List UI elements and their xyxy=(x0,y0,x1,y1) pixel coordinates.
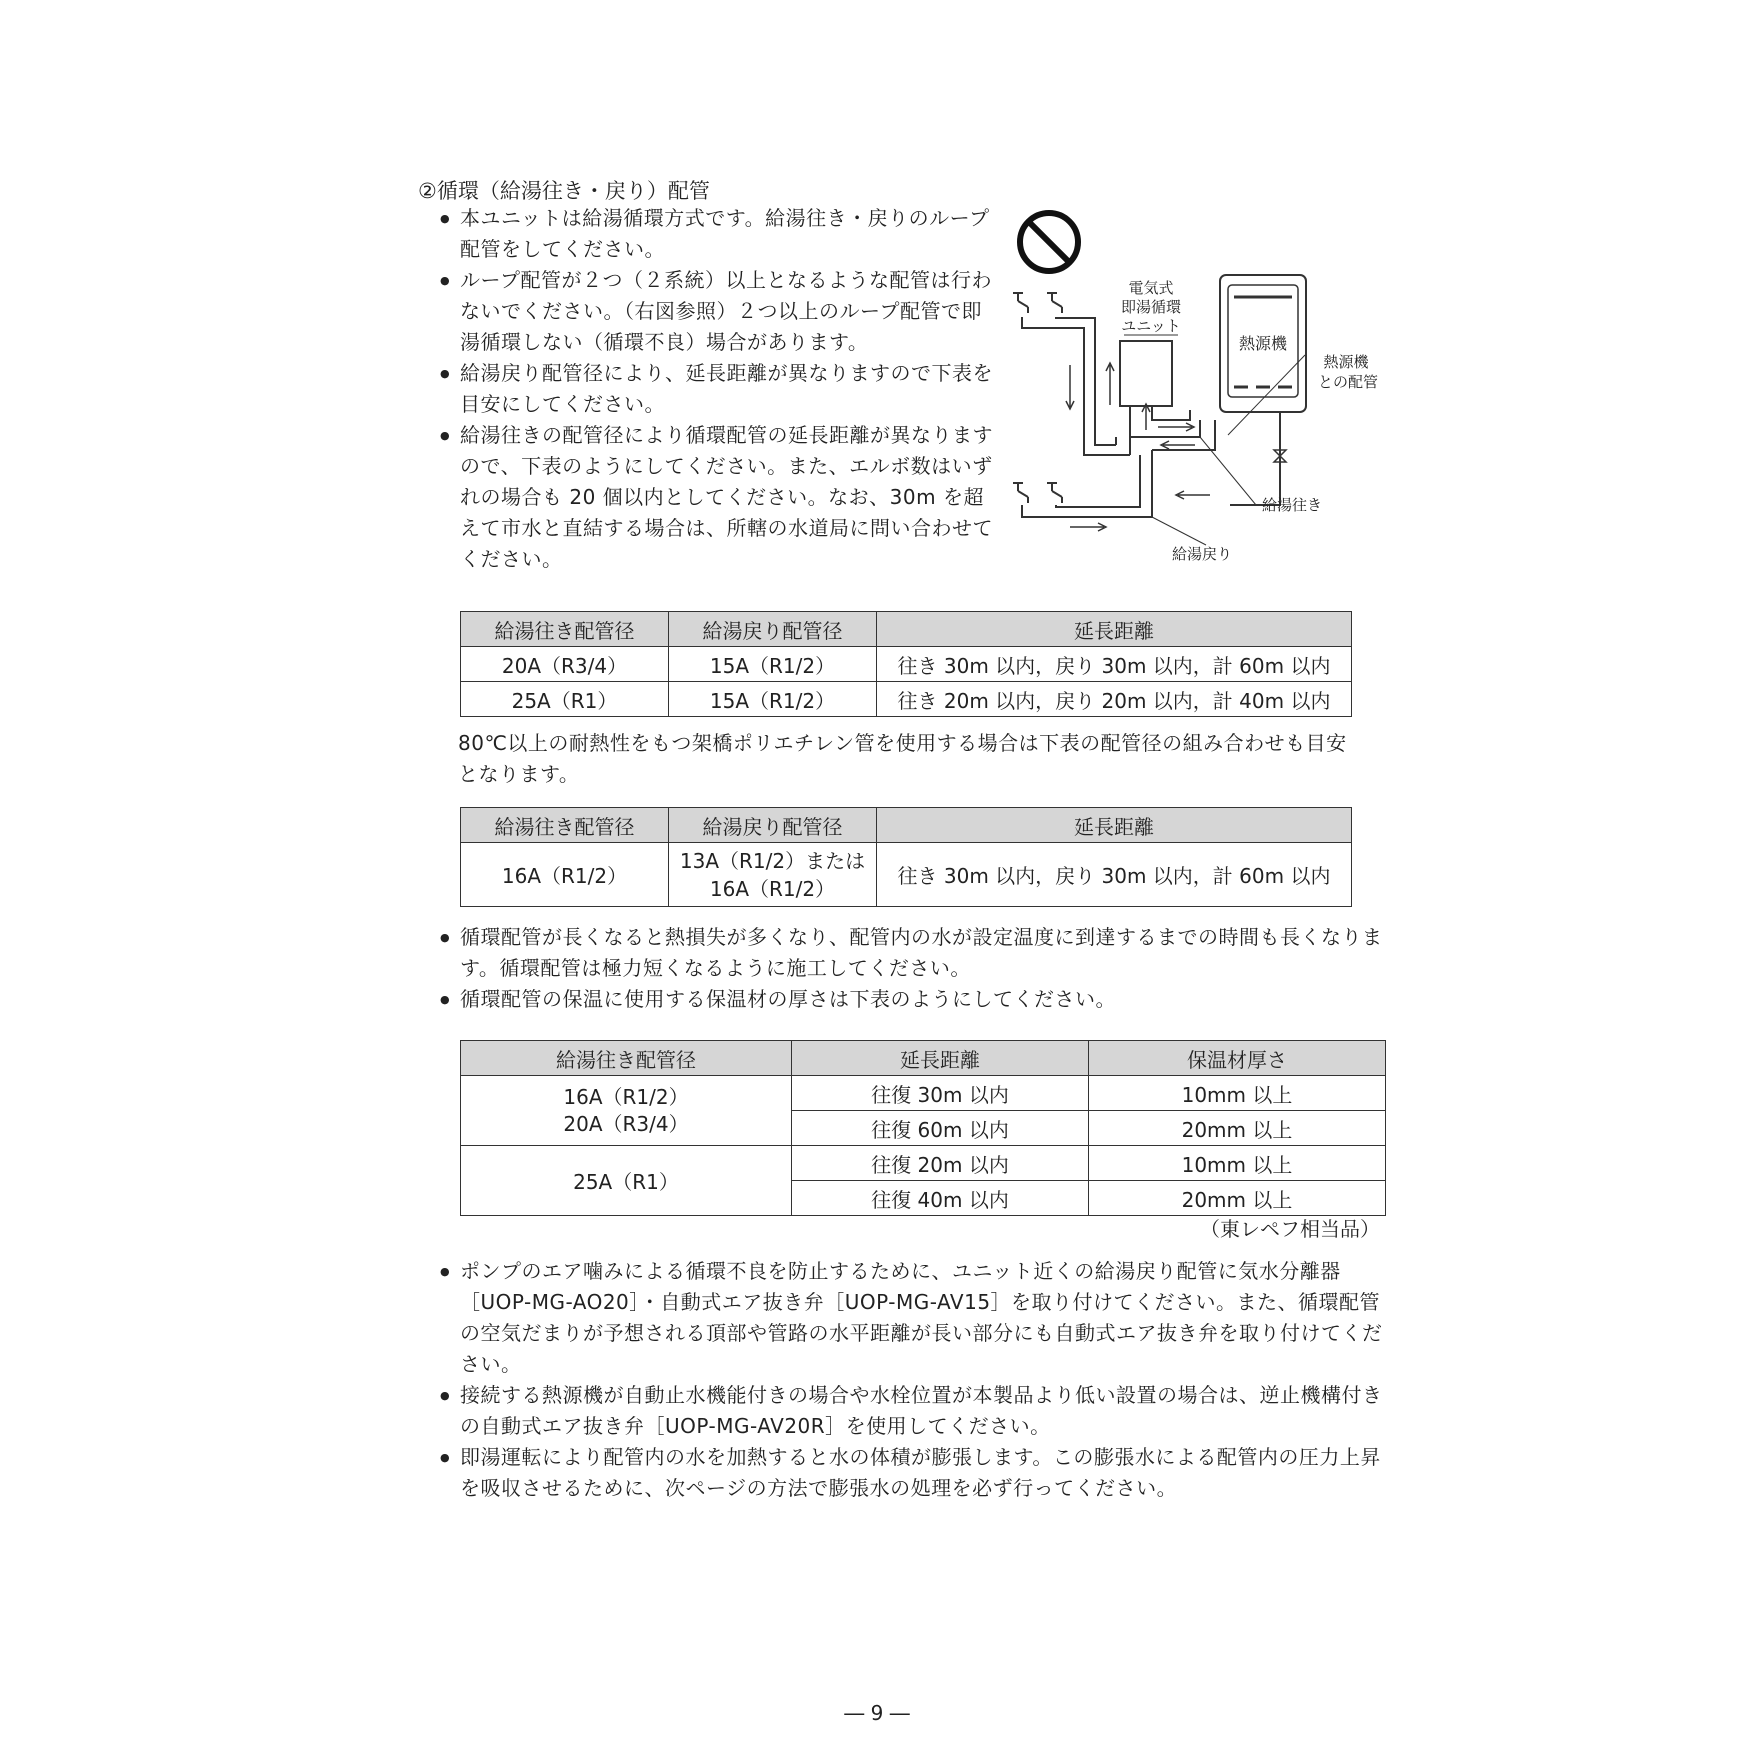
top-bullet-list xyxy=(440,203,1000,575)
table-cell: 20A（R3/4） xyxy=(461,647,669,682)
pipe-size-line: 16A（R1/2） xyxy=(563,1084,689,1109)
unit-label: ユニット xyxy=(1121,317,1181,335)
heater-label: 熱源機 xyxy=(1238,334,1288,353)
bullet-item: ● ループ配管が２つ（２系統）以上となるような配管は行わないでください。（右図参照）２つ以上のループ配管で即湯循環しない（循環不良）場合があります。 xyxy=(440,265,1000,358)
table-cell: 16A（R1/2） xyxy=(461,843,669,907)
table-cell: 往き 30m 以内，戻り 30m 以内，計 60m 以内 xyxy=(877,843,1352,907)
table-cell: 20mm 以上 xyxy=(1089,1111,1386,1146)
table-header: 給湯往き配管径 xyxy=(461,808,669,843)
return-label: 給湯戻り xyxy=(1172,545,1233,563)
bullet-item: ● 循環配管の保温に使用する保温材の厚さは下表のようにしてください。 xyxy=(440,984,1395,1015)
table-cell: 往き 20m 以内，戻り 20m 以内，計 40m 以内 xyxy=(877,682,1352,717)
bullet-item: ● ポンプのエア噛みによる循環不良を防止するために、ユニット近くの給湯戻り配管に気水分離器［UOP-MG-AO20］・自動式エア抜き弁［UOP-MG-AV15］を取り付けてください。また、循環配管の空気だまりが予想される頂部や管路の水平距離が長い部分にも自動式エア抜き弁を取り付けてください。 xyxy=(440,1256,1395,1380)
table-row xyxy=(461,1146,1386,1181)
bullet-item: ● 給湯往きの配管径により循環配管の延長距離が異なりますので、下表のようにしてください。また、エルボ数はいずれの場合も 20 個以内としてください。なお、30m を超えて市水と直結する場合は、所轄の水道局に問い合わせてください。 xyxy=(440,420,1000,575)
insulation-table xyxy=(460,1040,1386,1216)
mid-bullet-list xyxy=(440,922,1395,1015)
section-heading: ②循環（給湯往き・戻り）配管 xyxy=(418,179,710,203)
table-cell: 10mm 以上 xyxy=(1089,1076,1386,1111)
table-cell: 15A（R1/2） xyxy=(669,682,877,717)
pex-pipe-table xyxy=(460,807,1352,907)
table-header: 給湯戻り配管径 xyxy=(669,612,877,647)
table-cell: 往復 40m 以内 xyxy=(792,1181,1089,1216)
bullet-item: ● 本ユニットは給湯循環方式です。給湯往き・戻りのループ配管をしてください。 xyxy=(440,203,1000,265)
pex-note: 80℃以上の耐熱性をもつ架橋ポリエチレン管を使用する場合は下表の配管径の組み合わせも目安となります。 xyxy=(458,731,1347,786)
table-cell: 往復 20m 以内 xyxy=(792,1146,1089,1181)
table-row xyxy=(461,647,1352,682)
table-row xyxy=(461,843,1352,907)
table-header: 延長距離 xyxy=(877,808,1352,843)
heater-pipe-label: 熱源機 xyxy=(1323,353,1369,371)
table-row xyxy=(461,1076,1386,1111)
table-cell: 20mm 以上 xyxy=(1089,1181,1386,1216)
bottom-bullet-list xyxy=(440,1256,1395,1504)
unit-label: 電気式 xyxy=(1128,279,1174,297)
bullet-item: ● 接続する熱源機が自動止水機能付きの場合や水栓位置が本製品より低い設置の場合は、逆止機構付きの自動式エア抜き弁［UOP-MG-AV20R］を使用してください。 xyxy=(440,1380,1395,1442)
table-cell: 往き 30m 以内，戻り 30m 以内，計 60m 以内 xyxy=(877,647,1352,682)
page-number: ― 9 ― xyxy=(844,1701,910,1725)
unit-box xyxy=(1120,341,1172,406)
unit-label: 即湯循環 xyxy=(1120,298,1182,316)
table-cell: 往復 30m 以内 xyxy=(792,1076,1089,1111)
pipe-distance-table xyxy=(460,611,1352,717)
table-header: 給湯戻り配管径 xyxy=(669,808,877,843)
return-size-line: 13A（R1/2）または xyxy=(679,848,866,873)
bullet-item: ● 給湯戻り配管径により、延長距離が異なりますので下表を目安にしてください。 xyxy=(440,358,1000,420)
loop-piping-diagram xyxy=(1000,205,1410,585)
table-cell: 往復 60m 以内 xyxy=(792,1111,1089,1146)
heater-pipe-label: との配管 xyxy=(1317,373,1379,391)
table-header: 保温材厚さ xyxy=(1089,1041,1386,1076)
table-footnote: （東レペフ相当品） xyxy=(1200,1217,1380,1241)
table-cell: 25A（R1） xyxy=(461,682,669,717)
table-cell: 15A（R1/2） xyxy=(669,647,877,682)
table-cell xyxy=(669,843,877,907)
table-cell: 25A（R1） xyxy=(461,1146,792,1216)
table-cell: 10mm 以上 xyxy=(1089,1146,1386,1181)
prohibition-icon xyxy=(1020,213,1078,271)
faucet-icon xyxy=(1013,293,1062,313)
bullet-item: ● 循環配管が長くなると熱損失が多くなり、配管内の水が設定温度に到達するまでの時間も長くなります。循環配管は極力短くなるように施工してください。 xyxy=(440,922,1395,984)
table-cell xyxy=(461,1076,792,1146)
table-header: 給湯往き配管径 xyxy=(461,612,669,647)
table-header: 延長距離 xyxy=(792,1041,1089,1076)
table-header: 延長距離 xyxy=(877,612,1352,647)
table-header: 給湯往き配管径 xyxy=(461,1041,792,1076)
bullet-item: ● 即湯運転により配管内の水を加熱すると水の体積が膨張します。この膨張水による配管内の圧力上昇を吸収させるために、次ページの方法で膨張水の処理を必ず行ってください。 xyxy=(440,1442,1395,1504)
faucet-icon xyxy=(1013,483,1062,503)
supply-label: 給湯往き xyxy=(1262,496,1323,514)
table-row xyxy=(461,682,1352,717)
pipe-size-line: 20A（R3/4） xyxy=(563,1111,689,1136)
return-size-line: 16A（R1/2） xyxy=(709,876,836,901)
